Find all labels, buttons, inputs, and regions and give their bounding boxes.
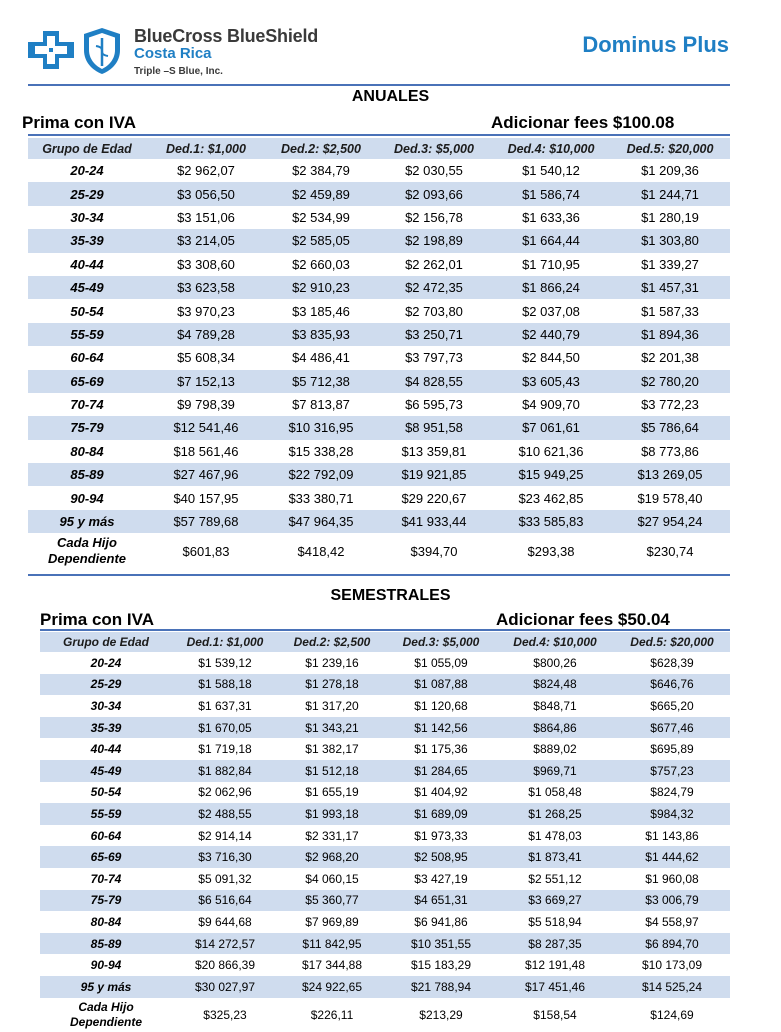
age-group-cell: 20-24 <box>28 159 146 182</box>
premium-cell: $3 605,43 <box>492 370 610 393</box>
premium-cell: $15 949,25 <box>492 463 610 486</box>
table-row <box>28 346 730 369</box>
premium-cell: $13 269,05 <box>610 463 730 486</box>
premium-cell: $1 284,65 <box>386 760 496 782</box>
table-row <box>40 868 730 890</box>
premium-cell: $2 093,66 <box>376 182 492 205</box>
table-header-row <box>40 632 730 652</box>
premium-cell: $1 058,48 <box>496 782 614 804</box>
premium-cell: $8 951,58 <box>376 416 492 439</box>
premium-cell: $47 964,35 <box>266 510 376 533</box>
table-row <box>28 510 730 533</box>
premium-cell: $1 478,03 <box>496 825 614 847</box>
annual-section-title: ANUALES <box>351 88 430 105</box>
premium-cell: $57 789,68 <box>146 510 266 533</box>
premium-cell: $1 873,41 <box>496 846 614 868</box>
premium-cell: $24 922,65 <box>278 976 386 998</box>
age-group-cell: 85-89 <box>40 933 172 955</box>
premium-cell: $4 651,31 <box>386 890 496 912</box>
age-group-cell: 65-69 <box>40 846 172 868</box>
age-group-cell: 60-64 <box>40 825 172 847</box>
premium-cell: $1 209,36 <box>610 159 730 182</box>
premium-cell: $2 030,55 <box>376 159 492 182</box>
age-group-cell: 40-44 <box>40 738 172 760</box>
premium-cell: $9 798,39 <box>146 393 266 416</box>
premium-cell: $2 660,03 <box>266 253 376 276</box>
premium-cell: $3 797,73 <box>376 346 492 369</box>
premium-cell: $2 534,99 <box>266 206 376 229</box>
column-header: Ded.4: $10,000 <box>496 632 614 652</box>
premium-cell: $20 866,39 <box>172 954 278 976</box>
premium-cell: $1 120,68 <box>386 695 496 717</box>
premium-cell: $4 828,55 <box>376 370 492 393</box>
table-row <box>40 652 730 674</box>
premium-cell: $1 894,36 <box>610 323 730 346</box>
column-header: Ded.2: $2,500 <box>266 138 376 159</box>
premium-cell: $2 459,89 <box>266 182 376 205</box>
premium-cell: $2 331,17 <box>278 825 386 847</box>
premium-cell: $5 786,64 <box>610 416 730 439</box>
premium-cell: $27 467,96 <box>146 463 266 486</box>
premium-cell: $12 541,46 <box>146 416 266 439</box>
premium-cell: $1 587,33 <box>610 299 730 322</box>
age-group-cell: 90-94 <box>40 954 172 976</box>
premium-cell: $3 185,46 <box>266 299 376 322</box>
premium-cell: $3 427,19 <box>386 868 496 890</box>
premium-cell: $3 308,60 <box>146 253 266 276</box>
premium-cell: $19 578,40 <box>610 486 730 509</box>
age-group-cell: 75-79 <box>28 416 146 439</box>
child-premium-cell: $124,69 <box>614 998 730 1032</box>
age-group-cell: 95 y más <box>28 510 146 533</box>
premium-cell: $824,79 <box>614 782 730 804</box>
age-group-cell: 90-94 <box>28 486 146 509</box>
age-group-cell: 30-34 <box>28 206 146 229</box>
age-group-cell: 25-29 <box>28 182 146 205</box>
table-row <box>40 782 730 804</box>
age-group-cell: 45-49 <box>40 760 172 782</box>
age-group-cell: 80-84 <box>28 440 146 463</box>
table-row <box>28 440 730 463</box>
semiannual-fees-label: Adicionar fees $50.04 <box>496 610 670 629</box>
child-label-line-1: Cada Hijo <box>57 535 117 550</box>
table-row <box>28 206 730 229</box>
premium-cell: $3 056,50 <box>146 182 266 205</box>
table-row <box>40 674 730 696</box>
child-premium-cell: $601,83 <box>146 533 266 569</box>
brand-tagline: Triple –S Blue, Inc. <box>134 66 223 77</box>
premium-cell: $2 262,01 <box>376 253 492 276</box>
premium-cell: $1 175,36 <box>386 738 496 760</box>
premium-cell: $2 508,95 <box>386 846 496 868</box>
child-premium-cell: $158,54 <box>496 998 614 1032</box>
premium-cell: $889,02 <box>496 738 614 760</box>
blue-cross-logo-icon <box>26 29 76 71</box>
table-row <box>40 933 730 955</box>
age-group-cell: 65-69 <box>28 370 146 393</box>
premium-cell: $5 518,94 <box>496 911 614 933</box>
premium-cell: $21 788,94 <box>386 976 496 998</box>
child-premium-cell: $293,38 <box>492 533 610 569</box>
premium-cell: $7 152,13 <box>146 370 266 393</box>
premium-cell: $1 637,31 <box>172 695 278 717</box>
table-header-row <box>28 138 730 159</box>
premium-cell: $8 773,86 <box>610 440 730 463</box>
age-group-cell: 40-44 <box>28 253 146 276</box>
premium-cell: $15 338,28 <box>266 440 376 463</box>
premium-cell: $1 512,18 <box>278 760 386 782</box>
premium-cell: $2 440,79 <box>492 323 610 346</box>
premium-cell: $1 055,09 <box>386 652 496 674</box>
premium-cell: $2 472,35 <box>376 276 492 299</box>
premium-cell: $2 488,55 <box>172 803 278 825</box>
premium-cell: $2 062,96 <box>172 782 278 804</box>
table-row <box>28 229 730 252</box>
age-group-cell: 50-54 <box>40 782 172 804</box>
premium-cell: $2 968,20 <box>278 846 386 868</box>
table-row <box>40 717 730 739</box>
child-premium-cell: $325,23 <box>172 998 278 1032</box>
table-row <box>40 738 730 760</box>
age-group-cell: 95 y más <box>40 976 172 998</box>
age-group-cell: 35-39 <box>28 229 146 252</box>
table-row <box>28 393 730 416</box>
table-row <box>28 299 730 322</box>
age-group-cell: 80-84 <box>40 911 172 933</box>
page-header <box>0 0 781 86</box>
child-label-line-2: Dependiente <box>47 551 126 567</box>
table-row <box>28 486 730 509</box>
table-row <box>40 695 730 717</box>
premium-cell: $984,32 <box>614 803 730 825</box>
premium-cell: $3 006,79 <box>614 890 730 912</box>
premium-cell: $33 585,83 <box>492 510 610 533</box>
premium-cell: $1 317,20 <box>278 695 386 717</box>
premium-cell: $1 444,62 <box>614 846 730 868</box>
premium-cell: $1 303,80 <box>610 229 730 252</box>
table-row <box>40 846 730 868</box>
premium-cell: $13 359,81 <box>376 440 492 463</box>
premium-cell: $4 558,97 <box>614 911 730 933</box>
age-group-cell: 30-34 <box>40 695 172 717</box>
table-row <box>28 182 730 205</box>
premium-cell: $800,26 <box>496 652 614 674</box>
premium-cell: $7 061,61 <box>492 416 610 439</box>
premium-cell: $1 087,88 <box>386 674 496 696</box>
premium-cell: $2 910,23 <box>266 276 376 299</box>
annual-fees-label: Adicionar fees $100.08 <box>491 113 675 132</box>
premium-cell: $3 214,05 <box>146 229 266 252</box>
table-row <box>28 253 730 276</box>
column-header: Ded.5: $20,000 <box>614 632 730 652</box>
semiannual-premium-table <box>40 632 730 1032</box>
table-row <box>40 954 730 976</box>
premium-cell: $6 516,64 <box>172 890 278 912</box>
table-row <box>28 159 730 182</box>
premium-cell: $18 561,46 <box>146 440 266 463</box>
brand-region: Costa Rica <box>134 45 212 62</box>
premium-cell: $33 380,71 <box>266 486 376 509</box>
table-row <box>28 370 730 393</box>
table-row <box>40 976 730 998</box>
premium-cell: $1 655,19 <box>278 782 386 804</box>
premium-cell: $1 404,92 <box>386 782 496 804</box>
premium-cell: $1 973,33 <box>386 825 496 847</box>
premium-cell: $3 835,93 <box>266 323 376 346</box>
annual-prima-label: Prima con IVA <box>22 113 136 132</box>
premium-cell: $5 712,38 <box>266 370 376 393</box>
premium-cell: $1 278,18 <box>278 674 386 696</box>
premium-cell: $29 220,67 <box>376 486 492 509</box>
premium-cell: $1 588,18 <box>172 674 278 696</box>
premium-cell: $27 954,24 <box>610 510 730 533</box>
premium-cell: $1 719,18 <box>172 738 278 760</box>
premium-cell: $665,20 <box>614 695 730 717</box>
table-row <box>28 323 730 346</box>
premium-cell: $6 941,86 <box>386 911 496 933</box>
premium-cell: $1 343,21 <box>278 717 386 739</box>
table-row <box>28 416 730 439</box>
table-row <box>40 760 730 782</box>
age-group-cell: 70-74 <box>28 393 146 416</box>
premium-cell: $10 316,95 <box>266 416 376 439</box>
age-group-cell: 50-54 <box>28 299 146 322</box>
premium-cell: $864,86 <box>496 717 614 739</box>
premium-cell: $7 813,87 <box>266 393 376 416</box>
premium-cell: $15 183,29 <box>386 954 496 976</box>
column-header: Ded.2: $2,500 <box>278 632 386 652</box>
premium-cell: $2 780,20 <box>610 370 730 393</box>
table-row <box>40 911 730 933</box>
child-premium-cell: $213,29 <box>386 998 496 1032</box>
column-header: Grupo de Edad <box>40 632 172 652</box>
premium-cell: $1 960,08 <box>614 868 730 890</box>
age-group-cell: 55-59 <box>40 803 172 825</box>
premium-cell: $17 451,46 <box>496 976 614 998</box>
brand-name: BlueCross BlueShield <box>134 26 319 46</box>
premium-cell: $1 280,19 <box>610 206 730 229</box>
premium-cell: $10 351,55 <box>386 933 496 955</box>
age-group-cell: 60-64 <box>28 346 146 369</box>
premium-cell: $1 239,16 <box>278 652 386 674</box>
annual-premium-table <box>28 138 730 569</box>
semiannual-top-rule <box>40 629 730 631</box>
child-label-line-2: Dependiente <box>69 1014 142 1029</box>
premium-cell: $1 586,74 <box>492 182 610 205</box>
age-group-cell: 55-59 <box>28 323 146 346</box>
child-dependent-label <box>40 998 172 1032</box>
premium-cell: $40 157,95 <box>146 486 266 509</box>
column-header: Ded.3: $5,000 <box>376 138 492 159</box>
premium-cell: $3 151,06 <box>146 206 266 229</box>
premium-cell: $5 091,32 <box>172 868 278 890</box>
premium-cell: $4 909,70 <box>492 393 610 416</box>
premium-cell: $4 789,28 <box>146 323 266 346</box>
header-divider <box>28 84 730 86</box>
premium-cell: $1 670,05 <box>172 717 278 739</box>
age-group-cell: 20-24 <box>40 652 172 674</box>
premium-cell: $1 382,17 <box>278 738 386 760</box>
premium-cell: $2 198,89 <box>376 229 492 252</box>
child-premium-cell: $394,70 <box>376 533 492 569</box>
premium-cell: $5 608,34 <box>146 346 266 369</box>
premium-cell: $5 360,77 <box>278 890 386 912</box>
premium-cell: $14 525,24 <box>614 976 730 998</box>
premium-cell: $757,23 <box>614 760 730 782</box>
premium-cell: $2 844,50 <box>492 346 610 369</box>
premium-cell: $8 287,35 <box>496 933 614 955</box>
premium-cell: $1 339,27 <box>610 253 730 276</box>
child-dependent-row <box>40 998 730 1032</box>
premium-cell: $12 191,48 <box>496 954 614 976</box>
age-group-cell: 45-49 <box>28 276 146 299</box>
column-header: Ded.4: $10,000 <box>492 138 610 159</box>
premium-cell: $3 716,30 <box>172 846 278 868</box>
column-header: Grupo de Edad <box>28 138 146 159</box>
age-group-cell: 75-79 <box>40 890 172 912</box>
plan-title: Dominus Plus <box>582 32 729 57</box>
premium-cell: $3 970,23 <box>146 299 266 322</box>
premium-cell: $1 689,09 <box>386 803 496 825</box>
premium-cell: $1 993,18 <box>278 803 386 825</box>
premium-cell: $628,39 <box>614 652 730 674</box>
column-header: Ded.1: $1,000 <box>172 632 278 652</box>
premium-cell: $2 585,05 <box>266 229 376 252</box>
premium-cell: $41 933,44 <box>376 510 492 533</box>
premium-cell: $2 037,08 <box>492 299 610 322</box>
child-premium-cell: $230,74 <box>610 533 730 569</box>
premium-cell: $23 462,85 <box>492 486 610 509</box>
premium-cell: $695,89 <box>614 738 730 760</box>
premium-cell: $1 866,24 <box>492 276 610 299</box>
premium-cell: $824,48 <box>496 674 614 696</box>
premium-cell: $2 156,78 <box>376 206 492 229</box>
premium-cell: $11 842,95 <box>278 933 386 955</box>
premium-cell: $10 621,36 <box>492 440 610 463</box>
child-dependent-row <box>28 533 730 569</box>
premium-cell: $2 201,38 <box>610 346 730 369</box>
premium-cell: $3 772,23 <box>610 393 730 416</box>
premium-cell: $1 540,12 <box>492 159 610 182</box>
premium-cell: $6 894,70 <box>614 933 730 955</box>
premium-cell: $2 962,07 <box>146 159 266 182</box>
premium-cell: $1 633,36 <box>492 206 610 229</box>
premium-cell: $3 250,71 <box>376 323 492 346</box>
annual-top-rule <box>28 134 730 136</box>
premium-cell: $848,71 <box>496 695 614 717</box>
child-premium-cell: $226,11 <box>278 998 386 1032</box>
premium-cell: $1 244,71 <box>610 182 730 205</box>
premium-cell: $969,71 <box>496 760 614 782</box>
premium-cell: $677,46 <box>614 717 730 739</box>
premium-cell: $2 551,12 <box>496 868 614 890</box>
premium-cell: $4 486,41 <box>266 346 376 369</box>
table-row <box>28 463 730 486</box>
premium-cell: $1 664,44 <box>492 229 610 252</box>
premium-cell: $4 060,15 <box>278 868 386 890</box>
premium-cell: $1 882,84 <box>172 760 278 782</box>
premium-cell: $19 921,85 <box>376 463 492 486</box>
premium-cell: $14 272,57 <box>172 933 278 955</box>
premium-cell: $7 969,89 <box>278 911 386 933</box>
blue-shield-logo-icon <box>80 26 124 76</box>
premium-cell: $2 914,14 <box>172 825 278 847</box>
premium-cell: $6 595,73 <box>376 393 492 416</box>
table-row <box>40 825 730 847</box>
age-group-cell: 25-29 <box>40 674 172 696</box>
premium-cell: $1 457,31 <box>610 276 730 299</box>
table-row <box>40 803 730 825</box>
premium-cell: $1 539,12 <box>172 652 278 674</box>
premium-cell: $2 703,80 <box>376 299 492 322</box>
premium-cell: $1 268,25 <box>496 803 614 825</box>
table-row <box>40 890 730 912</box>
premium-cell: $10 173,09 <box>614 954 730 976</box>
column-header: Ded.1: $1,000 <box>146 138 266 159</box>
age-group-cell: 35-39 <box>40 717 172 739</box>
premium-cell: $1 143,86 <box>614 825 730 847</box>
premium-cell: $9 644,68 <box>172 911 278 933</box>
semiannual-prima-label: Prima con IVA <box>40 610 154 629</box>
premium-cell: $3 623,58 <box>146 276 266 299</box>
premium-cell: $30 027,97 <box>172 976 278 998</box>
semiannual-section-title: SEMESTRALES <box>330 587 451 604</box>
age-group-cell: 70-74 <box>40 868 172 890</box>
child-dependent-label <box>28 533 146 569</box>
column-header: Ded.3: $5,000 <box>386 632 496 652</box>
age-group-cell: 85-89 <box>28 463 146 486</box>
child-label-line-1: Cada Hijo <box>78 999 134 1014</box>
premium-cell: $3 669,27 <box>496 890 614 912</box>
premium-cell: $1 710,95 <box>492 253 610 276</box>
column-header: Ded.5: $20,000 <box>610 138 730 159</box>
premium-cell: $17 344,88 <box>278 954 386 976</box>
child-premium-cell: $418,42 <box>266 533 376 569</box>
premium-cell: $646,76 <box>614 674 730 696</box>
annual-bottom-rule <box>28 574 730 576</box>
premium-cell: $2 384,79 <box>266 159 376 182</box>
premium-cell: $1 142,56 <box>386 717 496 739</box>
premium-cell: $22 792,09 <box>266 463 376 486</box>
table-row <box>28 276 730 299</box>
